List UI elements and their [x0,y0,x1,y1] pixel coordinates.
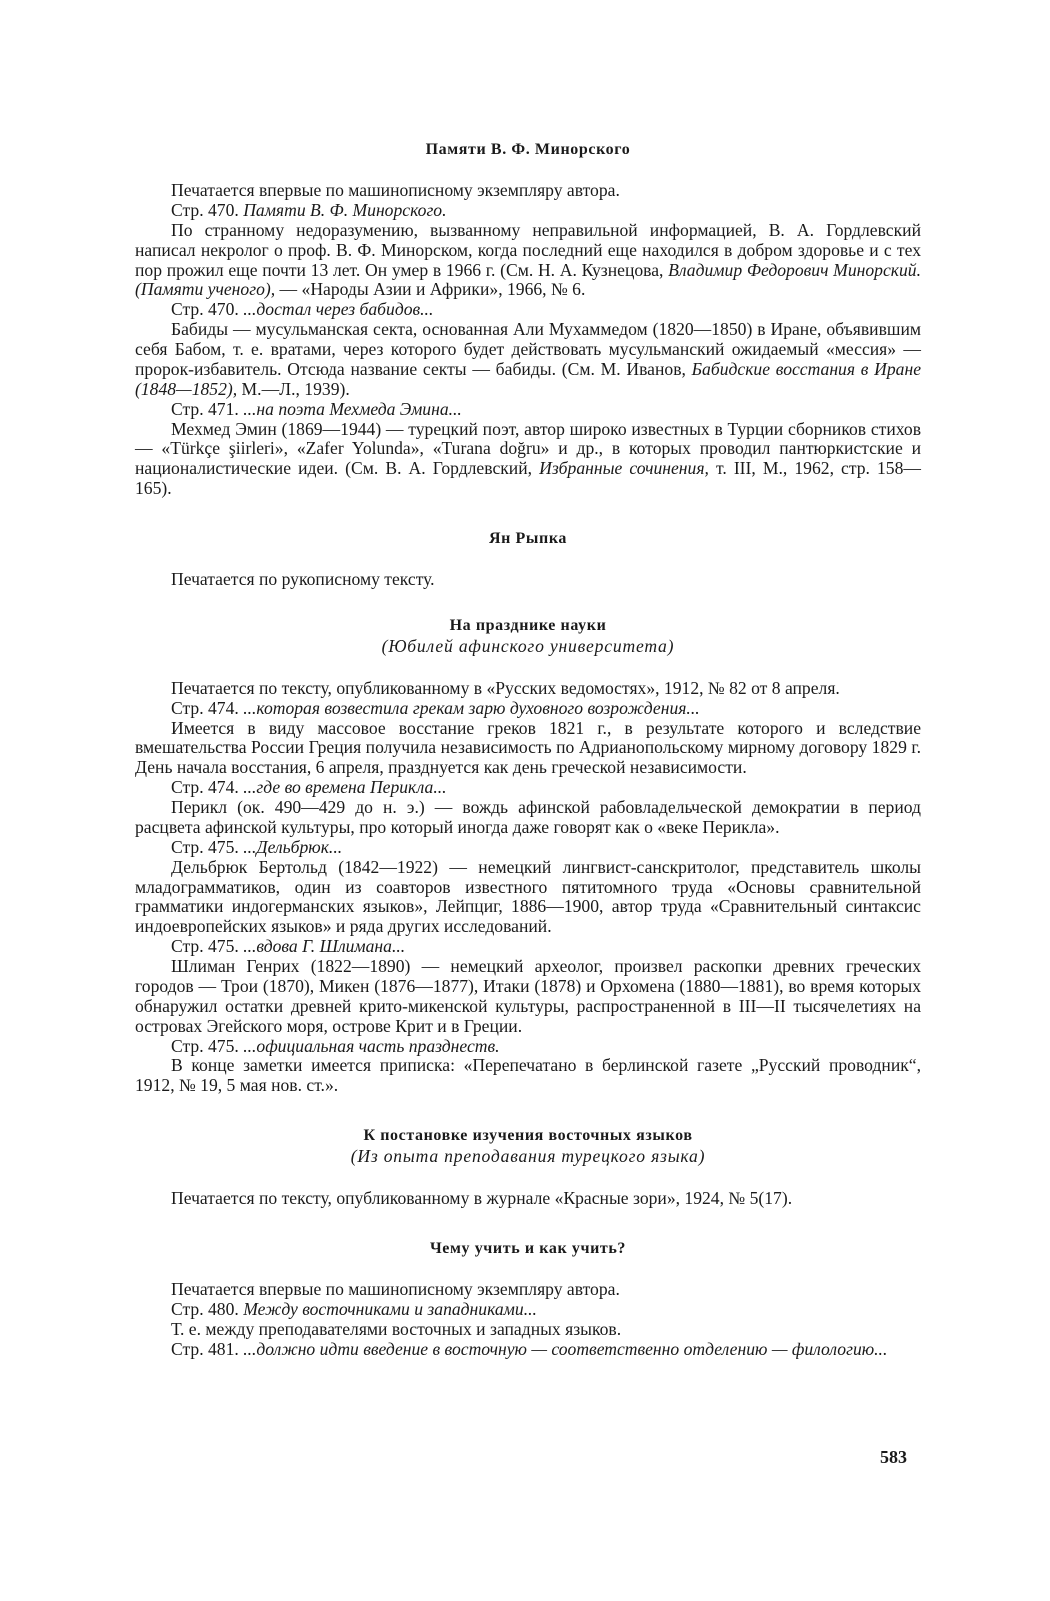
section-minorsky [135,140,921,499]
paragraph: Мехмед Эмин (1869—1944) — турецкий поэт, автор широко известных в Турции сборников стихов — «Türkçe şiirleri», «Zafer Yolunda», «Turana doğru» и др., в которых проводил пантюркистские и националистические идеи. (См. В. А. Гордлевский, Избранные сочинения, т. III, М., 1962, стр. 158—165). [135,418,921,499]
paragraph: Т. е. между преподавателями восточных и западных языков. [171,1318,622,1339]
italic-text: ...Дельбрюк... [243,836,343,857]
paragraph: Стр. 475. ...вдова Г. Шлимана... [171,936,406,957]
paragraph: Стр. 471. ...на поэта Мехмеда Эмина... [171,398,462,419]
section-body [135,570,921,590]
italic-text: Между восточниками и западниками... [243,1298,537,1319]
section-body [135,1189,921,1209]
italic-text: ...должно идти введение в восточную — соответственно отделению — филологию... [243,1338,888,1359]
italic-text: Памяти В. Ф. Минорского. [243,199,447,220]
paragraph: Перикл (ок. 490—429 до н. э.) — вождь афинской рабовладельческой демократии в период расцвета афинской культуры, про который иногда даже говорят как о «веке Перикла». [135,797,921,837]
page-number: 583 [880,1447,907,1467]
paragraph: Печатается по тексту, опубликованному в «Русских ведомостях», 1912, № 82 от 8 апреля. [171,677,840,698]
italic-text: ...где во времена Перикла... [243,777,447,798]
paragraph: Стр. 481. ...должно идти введение в восточную — соответственно отделению — филологию... [171,1338,888,1359]
section-rypka [135,529,921,590]
section-title: Памяти В. Ф. Минорского [425,141,631,158]
italic-text: ...которая возвестила грекам зарю духовного возрождения... [243,697,700,718]
paragraph: По странному недоразумению, вызванному неправильной информацией, В. А. Гордлевский написал некролог о проф. В. Ф. Минорском, когда последний еще находился в добром здоровье и с тех пор прожил еще почти 13 лет. Он умер в 1966 г. (См. Н. А. Кузнецова, Владимир Федорович Минорский. (Памяти ученого), — «Народы Азии и Африки», 1966, № 6. [135,219,921,300]
section-title: Чему учить и как учить? [429,1240,627,1258]
paragraph: Стр. 480. Между восточниками и западниками... [171,1298,537,1319]
section-subtitle: (Юбилей афинского университета) [381,635,675,656]
paragraph: В конце заметки имеется приписка: «Перепечатано в берлинской газете „Русский проводник“, 1912, № 19, 5 мая нов. ст.». [135,1055,921,1096]
italic-text: ...вдова Г. Шлимана... [243,936,406,957]
paragraph: Печатается по рукописному тексту. [171,569,435,589]
paragraph: Имеется в виду массовое восстание греков 1821 г., в результате которого и вследствие вмешательства России Греция получила независимость по Адрианопольскому мирному договору 1829 г. День начала восстания, 6 апреля, празднуется как день греческой независимости. [135,717,921,778]
section-body [135,181,921,499]
paragraph: Печатается впервые по машинописному экземпляру автора. [171,1279,620,1300]
section-body [135,679,921,1096]
paragraph: Печатается впервые по машинописному экземпляру автора. [171,180,620,200]
italic-text: Бабидские восстания в Иране (1848—1852), [135,358,922,399]
italic-text: ...на поэта Мехмеда Эмина... [243,398,462,419]
section-eastern-languages [135,1126,921,1209]
italic-text: Владимир Федорович Минорский. (Памяти ученого), [135,259,921,300]
paragraph: Стр. 474. ...которая возвестила грекам зарю духовного возрождения... [171,697,700,718]
paragraph: Шлиман Генрих (1822—1890) — немецкий археолог, произвел раскопки древних греческих городов — Трои (1870), Микен (1876—1877), Итаки (1878) и Орхомена (1880—1881), во время которых обнаружил остатки древней крито-микенской культуры, распространенной в III—II тысячелетиях на островах Эгейского моря, острове Крит и в Греции. [135,956,921,1036]
paragraph: Дельбрюк Бертольд (1842—1922) — немецкий лингвист-санскритолог, представитель школы младограмматиков, один из соавторов известного пятитомного труда «Основы сравнительной грамматики индогерманских языков», Лейпциг, 1886—1900, автор труда «Сравнительный синтаксис индоевропейских языков» и ряда других исследований. [135,856,921,937]
italic-text: Избранные сочинения, [539,458,709,479]
paragraph: Стр. 475. ...официальная часть празднеств. [171,1035,500,1056]
paragraph: Печатается по тексту, опубликованному в журнале «Красные зори», 1924, № 5(17). [171,1188,793,1209]
paragraph: Стр. 475. ...Дельбрюк... [171,836,343,857]
section-title: Ян Рыпка [488,530,568,547]
paragraph: Стр. 474. ...где во времена Перикла... [171,777,447,798]
section-body [135,1280,921,1360]
section-science-holiday [135,616,921,1096]
section-title: К постановке изучения восточных языков [363,1127,693,1145]
italic-text: ...официальная часть празднеств. [243,1035,500,1056]
section-title: На празднике науки [449,616,607,634]
text-column [135,140,921,1360]
paragraph: Бабиды — мусульманская секта, основанная Али Мухаммедом (1820—1850) в Иране, объявившим себя Бабом, т. е. вратами, через которого будет действовать мусульманский ожидаемый «мессия» — пророк-избавитель. Отсюда название секты — бабиды. (См. М. Иванов, Бабидские восстания в Иране (1848—1852), М.—Л., 1939). [135,319,922,399]
section-what-to-teach [135,1239,921,1360]
italic-text: ...достал через бабидов... [243,299,434,320]
paragraph: Стр. 470. ...достал через бабидов... [171,299,434,320]
paragraph: Стр. 470. Памяти В. Ф. Минорского. [171,199,447,220]
section-subtitle: (Из опыта преподавания турецкого языка) [350,1146,706,1167]
